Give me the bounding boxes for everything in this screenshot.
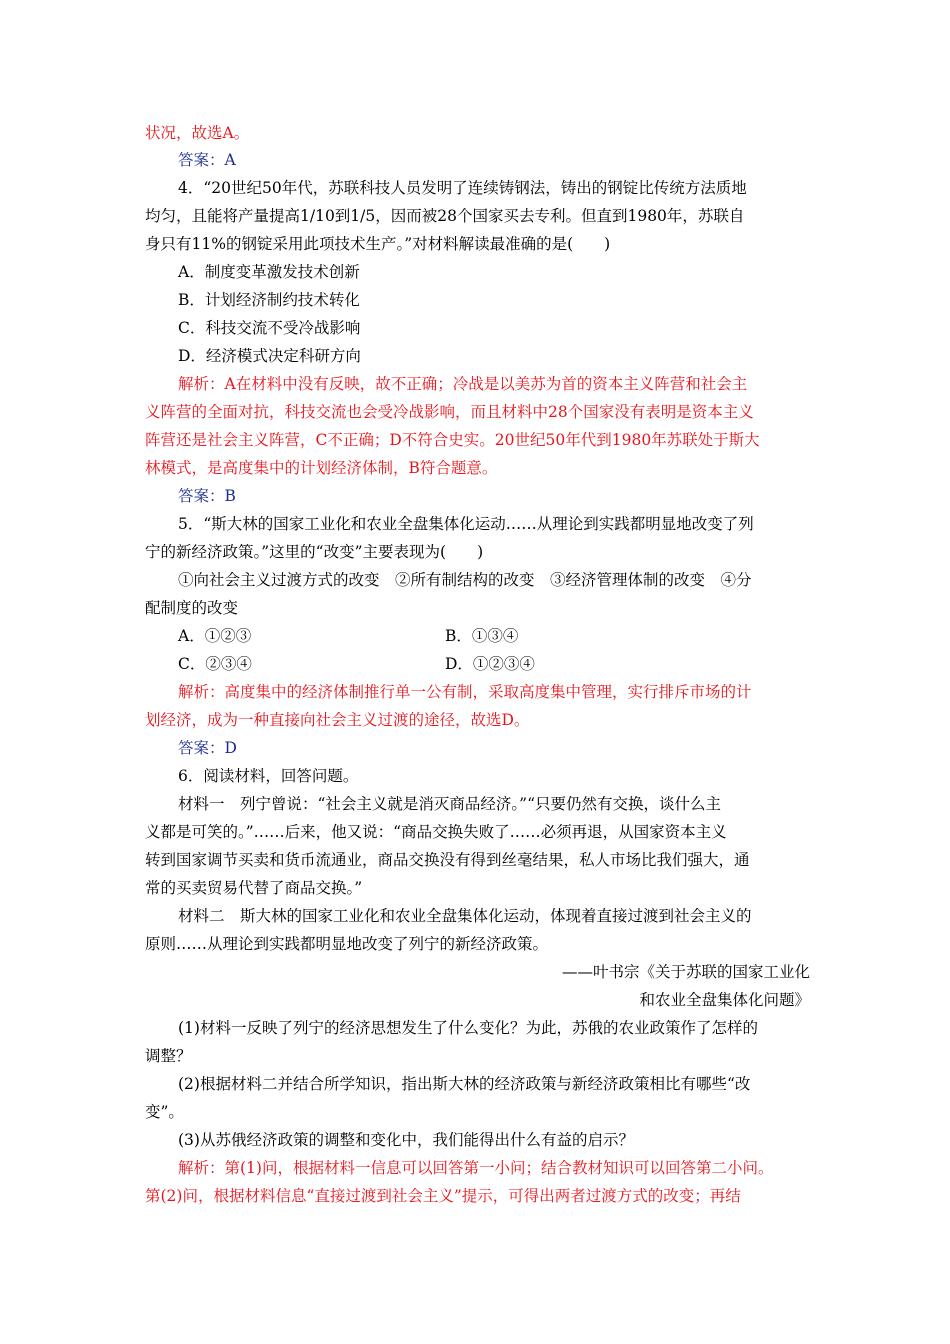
question-5-line-2: 宁的新经济政策。”这里的“改变”主要表现为( ) [145,543,484,561]
question-4-line-1: 4．“20世纪50年代，苏联科技人员发明了连续铸钢法，铸出的钢锭比传统方法质地 [178,179,747,197]
question-5-items-tail: 配制度的改变 [145,599,239,617]
material-2-source-line-1: ——叶书宗《关于苏联的国家工业化 [561,963,810,981]
sub-question-1-line-1: (1)材料一反映了列宁的经济思想发生了什么变化？为此，苏俄的农业政策作了怎样的 [178,1019,758,1037]
analysis-q5-line-2: 划经济，成为一种直接向社会主义过渡的途径，故选D。 [145,711,530,729]
option-5b: B．①③④ [445,627,519,645]
sub-question-3: (3)从苏俄经济政策的调整和变化中，我们能得出什么有益的启示？ [178,1131,634,1149]
option-4d: D．经济模式决定科研方向 [178,347,361,365]
question-5-line-1: 5．“斯大林的国家工业化和农业全盘集体化运动……从理论到实践都明显地改变了列 [178,515,754,533]
material-2-source-line-2: 和农业全盘集体化问题》 [639,991,810,1009]
analysis-q6-line-2: 第(2)问，根据材料信息“直接过渡到社会主义”提示，可得出两者过渡方式的改变；再结 [145,1187,741,1205]
option-5d: D．①②③④ [445,655,535,673]
material-2-line-1: 材料二 斯大林的国家工业化和农业全盘集体化运动，体现着直接过渡到社会主义的 [178,907,752,925]
option-4b: B．计划经济制约技术转化 [178,291,360,309]
material-1-line-1: 材料一 列宁曾说：“社会主义就是消灭商品经济。”“只要仍然有交换，谈什么主 [178,795,722,813]
analysis-q4-line-2: 义阵营的全面对抗，科技交流也会受冷战影响，而且材料中28个国家没有表明是资本主义 [145,403,754,421]
option-4c: C．科技交流不受冷战影响 [178,319,361,337]
question-4-line-2: 均匀，且能将产量提高1/10到1/5，因而被28个国家买去专利。但直到1980年，苏联自 [145,207,745,225]
question-6-prompt: 6．阅读材料，回答问题。 [178,767,359,785]
analysis-q6-line-1: 解析：第(1)问，根据材料一信息可以回答第一小问；结合教材知识可以回答第二小问。 [178,1159,774,1177]
option-4a: A．制度变革激发技术创新 [178,263,360,281]
answer-q4: 答案：B [178,487,236,505]
answer-q3: 答案：A [178,151,236,169]
question-4-line-3: 身只有11%的钢锭采用此项技术生产。”对材料解读最准确的是( ) [145,235,611,253]
material-1-line-3: 转到国家调节买卖和货币流通业，商品交换没有得到丝毫结果，私人市场比我们强大，通 [145,851,750,869]
option-5a: A．①②③ [178,627,252,645]
sub-question-2-line-2: 变”。 [145,1103,184,1121]
option-5c: C．②③④ [178,655,252,673]
material-1-line-2: 义都是可笑的。”……后来，他又说：“商品交换失败了……必须再退，从国家资本主义 [145,823,727,841]
analysis-q4-line-3: 阵营还是社会主义阵营，C不正确；D不符合史实。20世纪50年代到1980年苏联处于斯大 [145,431,760,449]
answer-q5: 答案：D [178,739,237,757]
material-2-line-2: 原则……从理论到实践都明显地改变了列宁的新经济政策。 [145,935,549,953]
sub-question-1-line-2: 调整？ [145,1047,192,1065]
analysis-q4-line-4: 林模式，是高度集中的计划经济体制，B符合题意。 [145,459,498,477]
sub-question-2-line-1: (2)根据材料二并结合所学知识，指出斯大林的经济政策与新经济政策相比有哪些“改 [178,1075,751,1093]
question-5-items: ①向社会主义过渡方式的改变 ②所有制结构的改变 ③经济管理体制的改变 ④分 [178,571,752,589]
analysis-q5-line-1: 解析：高度集中的经济体制推行单一公有制，采取高度集中管理，实行排斥市场的计 [178,683,752,701]
analysis-q4-line-1: 解析：A在材料中没有反映，故不正确；冷战是以美苏为首的资本主义阵营和社会主 [178,375,748,393]
analysis-tail-q3: 状况，故选A。 [145,124,250,142]
material-1-line-4: 常的买卖贸易代替了商品交换。” [145,879,363,897]
